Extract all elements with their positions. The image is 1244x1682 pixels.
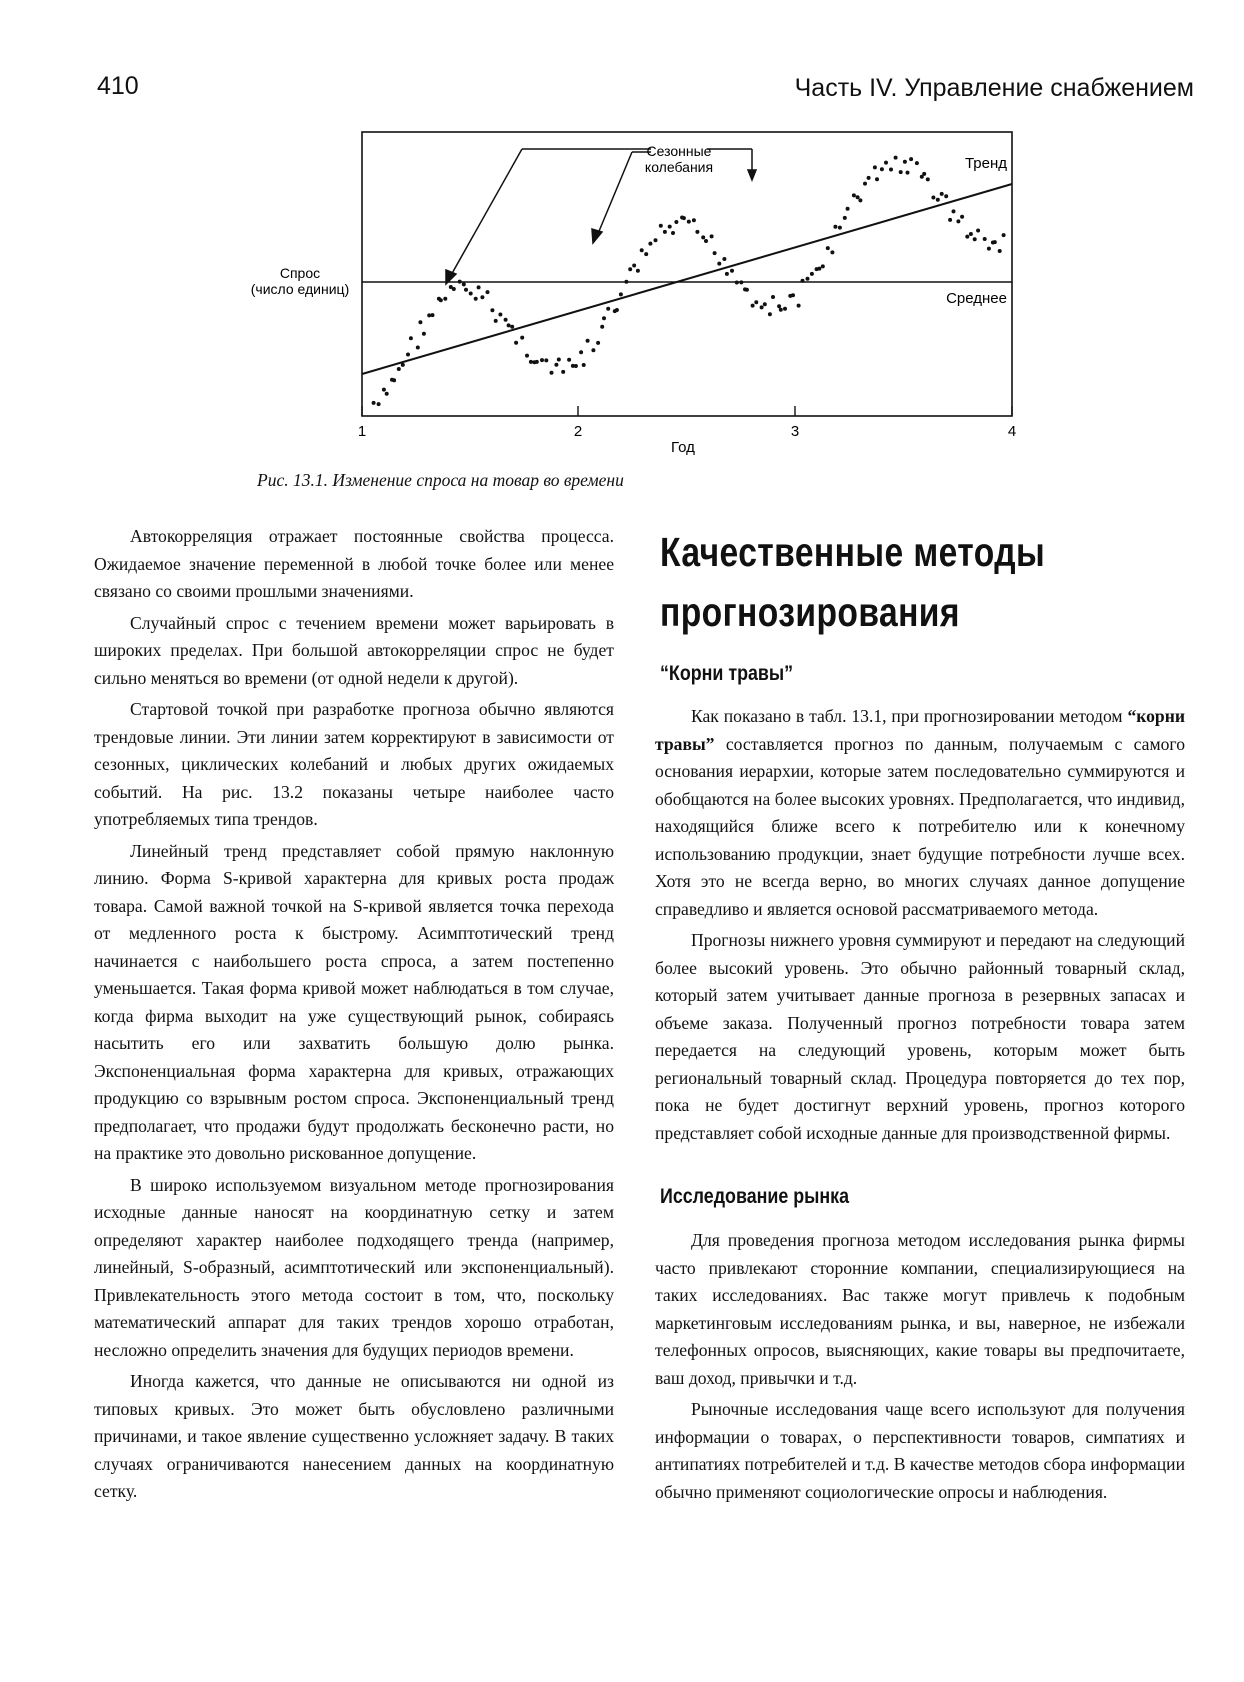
- data-point: [615, 308, 619, 312]
- data-point: [462, 282, 466, 286]
- data-point: [507, 323, 511, 327]
- data-point: [591, 348, 595, 352]
- data-point: [431, 313, 435, 317]
- data-point: [973, 237, 977, 241]
- data-point: [713, 251, 717, 255]
- data-point: [704, 239, 708, 243]
- data-point: [579, 350, 583, 354]
- data-point: [779, 308, 783, 312]
- data-point: [956, 219, 960, 223]
- data-point: [474, 297, 478, 301]
- label-seasonal-1: Сезонные: [646, 143, 712, 159]
- x-tick-4: 4: [1007, 423, 1017, 440]
- data-point: [768, 312, 772, 316]
- data-points: [372, 156, 1006, 407]
- data-point: [674, 220, 678, 224]
- data-point: [915, 161, 919, 165]
- right-column-block-2: [655, 1227, 1185, 1510]
- paragraph: Как показано в табл. 13.1, при прогнозировании методом “корни травы” составляется прогноз по данным, получаемым с самого основания иерархии, которые затем последовательно суммируются и обобщаются на более высоких уровнях. Предполагается, что индивид, находящийся ближе всего к потребителю или к конечному использованию продукции, знает будущие потребности лучше всех. Хотя это не всегда верно, во многих случаях данное допущение справедливо и является основой рассматриваемого метода.: [655, 706, 1185, 919]
- data-point: [401, 363, 405, 367]
- data-point: [510, 325, 514, 329]
- data-point: [884, 161, 888, 165]
- paragraph: Случайный спрос с течением времени может варьировать в широких пределах. При большой автокорреляции спрос не будет сильно меняться во времени (от одной недели к другой).: [94, 612, 614, 688]
- paragraph: В широко используемом визуальном методе прогнозирования исходные данные наносят на координатную сетку и затем определяют характер наиболее подходящего тренда (например, линейный, S-образный, асимптотический или экспоненциальный). Привлекательность этого метода состоит в том, что, поскольку математический аппарат для таких трендов хорошо отработан, несложно определить значения для будущих периодов времени.: [94, 1174, 614, 1360]
- data-point: [392, 378, 396, 382]
- data-point: [969, 232, 973, 236]
- data-point: [926, 177, 930, 181]
- data-point: [754, 300, 758, 304]
- paragraph: Рыночные исследования чаще всего используют для получения информации о товарах, о перспективности товаров, симпатиях и антипатиях потребителей и т.д. В качестве методов сбора информации обычно применяют социологические опросы и наблюдения.: [655, 1399, 1185, 1502]
- data-point: [701, 235, 705, 239]
- data-point: [682, 216, 686, 220]
- data-point: [838, 226, 842, 230]
- data-point: [632, 264, 636, 268]
- data-point: [952, 209, 956, 213]
- data-point: [659, 224, 663, 228]
- data-point: [663, 230, 667, 234]
- data-point: [940, 192, 944, 196]
- data-point: [976, 229, 980, 233]
- data-point: [554, 363, 558, 367]
- data-point: [922, 172, 926, 176]
- data-point: [535, 360, 539, 364]
- data-point: [817, 267, 821, 271]
- data-point: [880, 167, 884, 171]
- data-point: [619, 292, 623, 296]
- data-point: [931, 196, 935, 200]
- right-column-block-1: [655, 703, 1185, 1151]
- data-point: [830, 250, 834, 254]
- data-point: [745, 288, 749, 292]
- data-point: [418, 320, 422, 324]
- data-point: [640, 248, 644, 252]
- data-point: [791, 293, 795, 297]
- data-point: [586, 339, 590, 343]
- data-point: [873, 165, 877, 169]
- y-axis-label-1: Спрос: [279, 265, 321, 281]
- left-column: [94, 523, 614, 1510]
- trend-line: [362, 184, 1012, 374]
- data-point: [722, 257, 726, 261]
- data-point: [906, 171, 910, 175]
- data-point: [692, 218, 696, 222]
- subheading-market-research: Исследование рынка: [660, 1185, 850, 1208]
- data-point: [936, 198, 940, 202]
- data-point: [806, 277, 810, 281]
- data-point: [480, 295, 484, 299]
- data-point: [867, 176, 871, 180]
- data-point: [948, 218, 952, 222]
- data-point: [783, 307, 787, 311]
- data-point: [606, 307, 610, 311]
- tick-marks: [362, 406, 1012, 416]
- data-point: [452, 287, 456, 291]
- subheading-grass-roots: “Корни травы”: [660, 662, 794, 685]
- data-point: [960, 215, 964, 219]
- y-axis-label-2: (число единиц): [250, 281, 350, 297]
- data-point: [1002, 233, 1006, 237]
- data-point: [739, 280, 743, 284]
- data-point: [826, 246, 830, 250]
- page-number: 410: [97, 72, 139, 100]
- running-title: Часть IV. Управление снабжением: [794, 74, 1194, 102]
- data-point: [687, 220, 691, 224]
- data-point: [852, 193, 856, 197]
- data-point: [525, 354, 529, 358]
- data-point: [469, 292, 473, 296]
- data-point: [846, 207, 850, 211]
- data-point: [668, 225, 672, 229]
- data-point: [833, 225, 837, 229]
- data-point: [735, 281, 739, 285]
- data-point: [567, 358, 571, 362]
- data-point: [624, 280, 628, 284]
- data-point: [385, 392, 389, 396]
- section-heading: Качественные методы прогнозирования: [660, 529, 1046, 635]
- data-point: [751, 304, 755, 308]
- data-point: [464, 288, 468, 292]
- data-point: [903, 160, 907, 164]
- data-point: [409, 336, 413, 340]
- data-point: [993, 240, 997, 244]
- paragraph: Линейный тренд представляет собой прямую наклонную линию. Форма S-кривой характерна для кривых роста продаж товара. Самой важной точкой на S-кривой является точка перехода от медленного роста к быстрому. Асимптотический тренд начинается с наибольшего роста спроса, а затем постепенно уменьшается. Такая форма кривой может наблюдаться в том случае, когда фирма выходит на уже существующий рынок, собираясь насытить его или захватить большую долю рынка. Экспоненциальная форма характерна для кривых, отражающих продукцию со взрывным ростом спроса. Экспоненциальный тренд предполагает, что продажи будут продолжать бесконечно расти, но на практике это довольно рискованное допущение.: [94, 840, 614, 1163]
- data-point: [760, 305, 764, 309]
- x-axis-label: Год: [671, 439, 695, 456]
- data-point: [725, 272, 729, 276]
- data-point: [514, 341, 518, 345]
- data-point: [490, 308, 494, 312]
- data-point: [843, 216, 847, 220]
- data-point: [801, 279, 805, 283]
- data-point: [494, 319, 498, 323]
- data-point: [602, 316, 606, 320]
- data-point: [397, 367, 401, 371]
- data-point: [439, 298, 443, 302]
- data-point: [372, 401, 376, 405]
- data-point: [561, 370, 565, 374]
- data-point: [477, 285, 481, 289]
- data-point: [504, 318, 508, 322]
- data-point: [909, 157, 913, 161]
- data-point: [654, 238, 658, 242]
- data-point: [550, 371, 554, 375]
- data-point: [377, 402, 381, 406]
- data-point: [998, 249, 1002, 253]
- x-tick-2: 2: [573, 423, 583, 440]
- paragraph: Стартовой точкой при разработке прогноза обычно являются трендовые линии. Эти линии затем корректируют в зависимости от сезонных, циклических колебаний и любых других ожидаемых событий. На рис. 13.2 показаны четыре наиболее часто употребляемых типа трендов.: [94, 699, 614, 829]
- data-point: [443, 297, 447, 301]
- data-point: [771, 295, 775, 299]
- data-point: [544, 358, 548, 362]
- data-point: [582, 363, 586, 367]
- data-point: [644, 252, 648, 256]
- data-point: [557, 358, 561, 362]
- data-point: [416, 346, 420, 350]
- data-point: [636, 269, 640, 273]
- data-point: [540, 358, 544, 362]
- data-point: [810, 272, 814, 276]
- data-point: [717, 262, 721, 266]
- data-point: [574, 364, 578, 368]
- data-point: [875, 177, 879, 181]
- data-point: [858, 198, 862, 202]
- data-point: [899, 170, 903, 174]
- data-point: [821, 264, 825, 268]
- data-point: [671, 231, 675, 235]
- data-point: [894, 156, 898, 160]
- data-point: [600, 325, 604, 329]
- data-point: [596, 341, 600, 345]
- x-tick-3: 3: [790, 423, 800, 440]
- data-point: [458, 280, 462, 284]
- data-point: [520, 336, 524, 340]
- data-point: [965, 235, 969, 239]
- data-point: [856, 195, 860, 199]
- data-point: [498, 313, 502, 317]
- data-point: [983, 237, 987, 241]
- data-point: [529, 360, 533, 364]
- data-point: [863, 182, 867, 186]
- data-point: [797, 304, 801, 308]
- data-point: [987, 247, 991, 251]
- figure-caption: Рис. 13.1. Изменение спроса на товар во времени: [257, 470, 624, 490]
- label-mean: Среднее: [946, 290, 1007, 307]
- data-point: [406, 353, 410, 357]
- data-point: [695, 230, 699, 234]
- data-point: [730, 269, 734, 273]
- paragraph: Иногда кажется, что данные не описываются ни одной из типовых кривых. Это может быть обусловлено различными причинами, и такое явление существенно усложняет задачу. В таких случаях ограничиваются нанесением данных на координатную сетку.: [94, 1371, 614, 1501]
- paragraph: Автокорреляция отражает постоянные свойства процесса. Ожидаемое значение переменной в любой точке более или менее связано со своими прошлыми значениями.: [94, 526, 614, 601]
- data-point: [777, 304, 781, 308]
- data-point: [422, 332, 426, 336]
- figure-demand-chart: [0, 0, 1244, 470]
- paragraph: Для проведения прогноза методом исследования рынка фирмы часто привлекают сторонние компании, специализирующиеся на таких исследованиях. Вас также могут привлечь к подобным маркетинговым исследованиям рынка, и вы, наверное, не избежали телефонных опросов, выясняющих, какие товары вы предпочитаете, ваш доход, привычки и т.д.: [655, 1230, 1185, 1388]
- label-trend: Тренд: [964, 155, 1007, 172]
- data-point: [648, 242, 652, 246]
- data-point: [763, 302, 767, 306]
- data-point: [710, 234, 714, 238]
- x-tick-1: 1: [357, 423, 367, 440]
- data-point: [889, 168, 893, 172]
- data-point: [628, 267, 632, 271]
- data-point: [486, 290, 490, 294]
- paragraph: Прогнозы нижнего уровня суммируют и передают на следующий более высокий уровень. Это обычно районный товарный склад, который затем учитывает данные прогноза в резервных запасах и объеме заказа. Полученный прогноз потребности товара затем передается на следующий уровень, которым может быть региональный товарный склад. Процедура повторяется до тех пор, пока не будет достигнут верхний уровень, прогноз которого представляет собой исходные данные для производственной фирмы.: [655, 930, 1185, 1143]
- data-point: [944, 194, 948, 198]
- data-point: [382, 388, 386, 392]
- label-seasonal-2: колебания: [644, 159, 714, 175]
